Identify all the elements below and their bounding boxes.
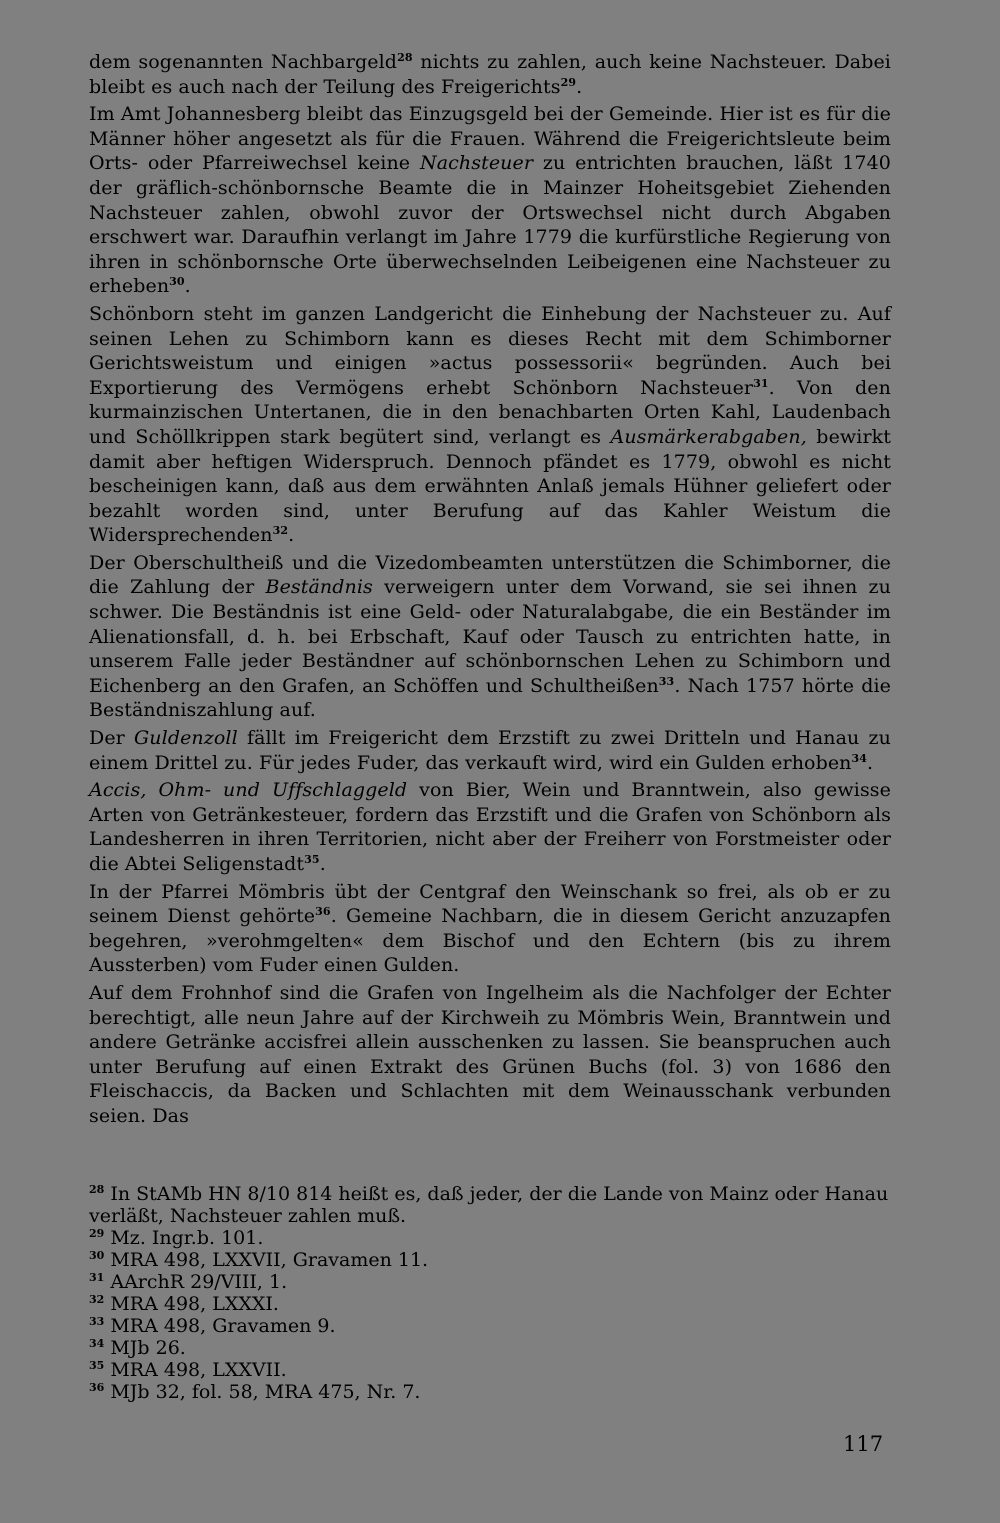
- footnotes: [89, 1183, 891, 1403]
- paragraph: [89, 102, 891, 299]
- footnote: [89, 1381, 891, 1403]
- body-text: [89, 50, 891, 1129]
- footnote-reference: 34: [851, 751, 868, 765]
- footnote-reference: 29: [560, 75, 577, 89]
- footnote-number: 33: [89, 1315, 105, 1328]
- footnote: [89, 1315, 891, 1337]
- footnote: [89, 1227, 891, 1249]
- footnote-text: Mz. Ingr.b. 101.: [104, 1227, 264, 1249]
- paragraph: [89, 981, 891, 1129]
- footnote-number: 32: [89, 1293, 105, 1306]
- footnote-number: 29: [89, 1227, 105, 1240]
- text-run: .: [288, 524, 295, 547]
- footnote-reference: 32: [272, 524, 289, 538]
- text-run: .: [184, 275, 191, 298]
- text-run: Schönborn steht im ganzen Landgericht die Einhebung der Nachsteuer zu. Auf seinen Lehen zu Schimborn kann es dieses Recht mit dem Schimborner Gerichtsweistum und einigen »actus possessorii« begründen. Auch bei Exportierung des Vermögens erhebt Schönborn Nachsteuer: [89, 302, 891, 399]
- text-run: fällt im Freigericht dem Erzstift zu zwei Dritteln und Hanau zu einem Drittel zu. Für jedes Fuder, das verkauft wird, wird ein Gulden erhoben: [89, 727, 891, 774]
- emphasized-term: Accis, Ohm- und Uffschlaggeld: [89, 779, 408, 802]
- text-run: nichts zu zahlen, auch keine Nachsteuer. Dabei bleibt es auch nach der Teilung des Freigerichts: [89, 51, 891, 98]
- footnote: [89, 1293, 891, 1315]
- text-run: Auf dem Frohnhof sind die Grafen von Ingelheim als die Nachfolger der Echter berechtigt, alle neun Jahre auf der Kirchweih zu Mömbris Wein, Branntwein und andere Getränke accisfrei allein ausschenken zu lassen. Sie beanspruchen auch unter Berufung auf einen Extrakt des Grünen Buchs (fol. 3) von 1686 den Fleischaccis, da Backen und Schlachten mit dem Weinausschank verbunden seien. Das: [89, 981, 891, 1127]
- page-number: 117: [843, 1432, 884, 1456]
- footnote-reference: 28: [397, 51, 413, 64]
- paragraph: [89, 551, 891, 723]
- footnote-text: AArchR 29/VIII, 1.: [104, 1271, 288, 1293]
- emphasized-term: Ausmärkerabgaben,: [610, 425, 807, 448]
- text-run: bewirkt damit aber heftigen Widerspruch. Dennoch pfändet es 1779, obwohl es nicht bescheinigen kann, daß aus dem erwähnten Anlaß jemals Hühner geliefert oder bezahlt worden sind, unter Berufung auf das Kahler Weistum die Widersprechenden: [89, 425, 891, 547]
- text-run: .: [319, 853, 326, 875]
- footnote-reference: 33: [658, 674, 675, 688]
- footnote-reference: 31: [753, 376, 769, 390]
- footnote-text: MRA 498, LXXXI.: [104, 1293, 279, 1315]
- footnote-text: MJb 32, fol. 58, MRA 475, Nr. 7.: [104, 1381, 421, 1403]
- footnote: [89, 1271, 891, 1293]
- paragraph: [89, 778, 891, 876]
- footnote-text: In StAMb HN 8/10 814 heißt es, daß jeder, der die Lande von Mainz oder Hanau verläßt, Nachsteuer zahlen muß.: [89, 1183, 889, 1227]
- text-run: Der: [89, 727, 135, 750]
- text-run: Im Amt Johannesberg bleibt das Einzugsgeld bei der Gemeinde. Hier ist es für die Männer höher angesetzt als für die Frauen. Während die Freigerichtsleute beim Orts- oder Pfarreiwechsel keine: [89, 103, 891, 175]
- footnote-reference: 35: [304, 853, 320, 866]
- footnote-text: MJb 26.: [104, 1337, 186, 1359]
- text-run: zu entrichten brauchen, läßt 1740 der gräflich-schönbornsche Beamte die in Mainzer Hoheitsgebiet Ziehenden Nachsteuer zahlen, obwohl zuvor der Ortswechsel nicht durch Abgaben erschwert war. Daraufhin verlangt im Jahre 1779 die kurfürstliche Regierung von ihren in schönbornsche Orte überwechselnden Leibeigenen eine Nachsteuer zu erheben: [89, 152, 891, 298]
- footnote: [89, 1337, 891, 1359]
- paragraph: [89, 302, 891, 548]
- paragraph: [89, 50, 891, 99]
- paragraph: [89, 880, 891, 978]
- footnote-text: MRA 498, LXXVII.: [104, 1359, 287, 1381]
- text-run: . Von den kurmainzischen Untertanen, die in den benachbarten Orten Kahl, Laudenbach und Schöllkrippen stark begütert sind, verlangt es: [89, 376, 891, 448]
- text-run: .: [867, 751, 874, 774]
- footnote-number: 34: [89, 1337, 105, 1350]
- footnote-number: 36: [89, 1381, 105, 1394]
- footnote-reference: 36: [315, 905, 331, 919]
- text-run: Der Oberschultheiß und die Vizedombeamten unterstützen die Schimborner, die die Zahlung der: [89, 551, 891, 599]
- emphasized-term: Nachsteuer: [420, 152, 534, 175]
- text-run: von Bier, Wein und Branntwein, also gewisse Arten von Getränkesteuer, fordern das Erzstift und die Grafen von Schönborn als Landesherren in ihren Territorien, nicht aber der Freiherr von Forstmeister oder die Abtei Seligenstadt: [89, 779, 891, 875]
- emphasized-term: Beständnis: [265, 576, 373, 599]
- footnote-number: 28: [89, 1183, 105, 1196]
- footnote-text: MRA 498, LXXVII, Gravamen 11.: [104, 1249, 429, 1271]
- text-run: . Gemeine Nachbarn, die in diesem Gericht anzuzapfen begehren, »verohmgelten« dem Bischof und den Echtern (bis zu ihrem Aussterben) vom Fuder einen Gulden.: [89, 905, 891, 977]
- footnote: [89, 1359, 891, 1381]
- footnote: [89, 1183, 891, 1227]
- text-run: . Nach 1757 hörte die Beständniszahlung auf.: [89, 674, 892, 722]
- emphasized-term: Guldenzoll: [134, 727, 238, 750]
- text-run: .: [576, 75, 583, 98]
- text-run: In der Pfarrei Mömbris übt der Centgraf den Weinschank so frei, als ob er zu seinem Dienst gehörte: [89, 880, 891, 928]
- footnote-text: MRA 498, Gravamen 9.: [104, 1315, 336, 1337]
- footnote-number: 30: [89, 1249, 105, 1262]
- footnote: [89, 1249, 891, 1271]
- paragraph: [89, 726, 891, 775]
- text-run: dem sogenannten Nachbargeld: [89, 51, 398, 73]
- footnote-number: 31: [89, 1271, 105, 1284]
- footnote-number: 35: [89, 1359, 105, 1372]
- text-run: verweigern unter dem Vorwand, sie sei ihnen zu schwer. Die Beständnis ist eine Geld- oder Naturalabgabe, die ein Beständer im Alienationsfall, d. h. bei Erbschaft, Kauf oder Tausch zu entrichten hatte, in unserem Falle jeder Beständner auf schönbornschen Lehen zu Schimborn und Eichenberg an den Grafen, an Schöffen und Schultheißen: [89, 576, 891, 697]
- footnote-reference: 30: [169, 275, 185, 289]
